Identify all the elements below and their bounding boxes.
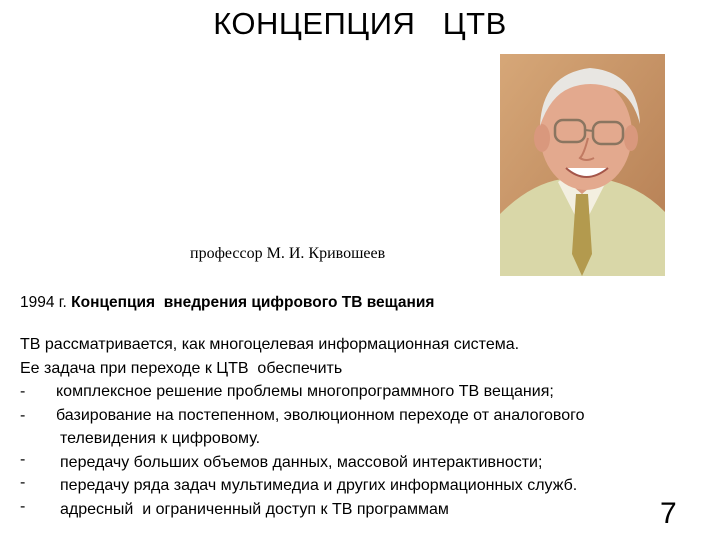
bullet-text: базирование на постепенном, эволюционном переходе от аналогового bbox=[56, 406, 585, 424]
bullet-text: комплексное решение проблемы многопрограммного ТВ вещания; bbox=[56, 383, 554, 400]
list-item bbox=[20, 498, 700, 522]
bullet-marker: - bbox=[20, 383, 26, 400]
bullet-marker: - bbox=[20, 474, 26, 491]
bullet-marker: - bbox=[20, 497, 26, 515]
slide-title: КОНЦЕПЦИЯ ЦТВ bbox=[213, 6, 507, 41]
list-item bbox=[20, 451, 700, 475]
list-item-continuation bbox=[20, 427, 700, 451]
page-number: 7 bbox=[660, 497, 677, 530]
bullet-text: передачу больших объемов данных, массовой интерактивности; bbox=[60, 453, 543, 471]
bullet-text: передачу ряда задач мультимедиа и других информационных служб. bbox=[60, 477, 578, 494]
list-item bbox=[20, 380, 700, 404]
bullet-text: адресный и ограниченный доступ к ТВ программам bbox=[60, 500, 449, 518]
year-prefix: 1994 г. bbox=[20, 294, 72, 311]
bullet-marker: - bbox=[20, 450, 26, 468]
portrait-illustration bbox=[500, 54, 665, 276]
photo-caption: профессор М. И. Кривошеев bbox=[190, 245, 386, 262]
bullet-marker: - bbox=[20, 406, 26, 424]
list-item bbox=[20, 474, 700, 498]
bullet-text: телевидения к цифровому. bbox=[60, 430, 261, 447]
paragraph-2: Ее задача при переходе к ЦТВ обеспечить bbox=[20, 359, 343, 377]
list-item bbox=[20, 404, 700, 428]
paragraph-1: ТВ рассматривается, как многоцелевая информационная система. bbox=[20, 336, 520, 353]
concept-title: Концепция внедрения цифрового ТВ вещания bbox=[71, 294, 435, 311]
slide-body bbox=[20, 333, 700, 521]
concept-heading bbox=[20, 294, 434, 312]
portrait-photo bbox=[500, 54, 665, 276]
